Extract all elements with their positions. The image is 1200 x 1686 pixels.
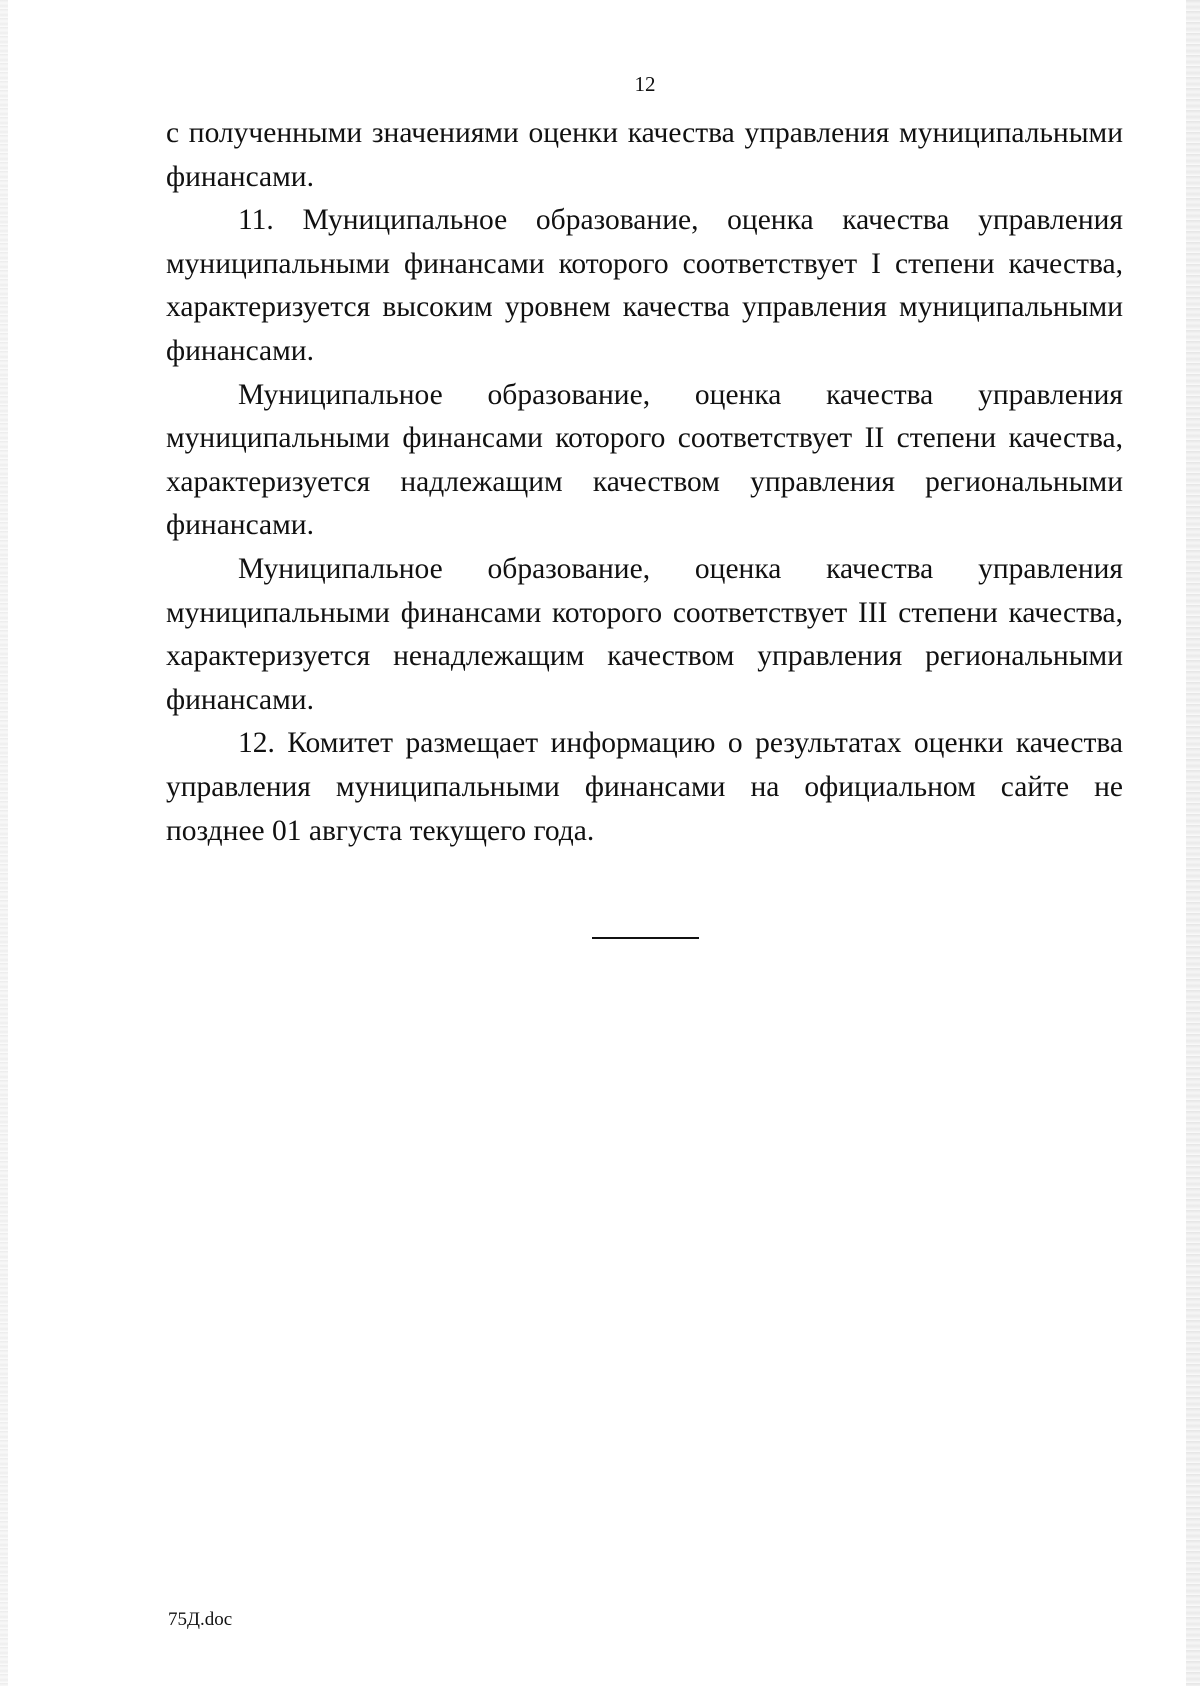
scan-edge-left <box>0 0 8 1686</box>
paragraph-item-12: 12. Комитет размещает информацию о результатах оценки качества управления муниципальными финансами на официальном сайте не позднее 01 августа текущего года. <box>166 727 1123 847</box>
footer-filename: 75Д.doc <box>168 1609 233 1630</box>
end-of-text-rule <box>592 937 699 939</box>
paragraph-degree-2: Муниципальное образование, оценка качества управления муниципальными финансами которого соответствует II степени качества, характеризуется надлежащим качеством управления региональными финансами. <box>166 378 1123 542</box>
paragraph-continuation: с полученными значениями оценки качества управления муниципальными финансами. <box>166 117 1123 193</box>
paragraph-item-11: 11. Муниципальное образование, оценка качества управления муниципальными финансами которого соответствует I степени качества, характеризуется высоким уровнем качества управления муниципальными финансами. <box>166 204 1123 367</box>
page-number: 12 <box>634 72 656 96</box>
scan-edge-right <box>1186 0 1200 1686</box>
paragraph-degree-3: Муниципальное образование, оценка качества управления муниципальными финансами которого соответствует III степени качества, характеризуется ненадлежащим качеством управления региональными финансами. <box>166 552 1123 716</box>
document-body <box>166 112 1123 853</box>
